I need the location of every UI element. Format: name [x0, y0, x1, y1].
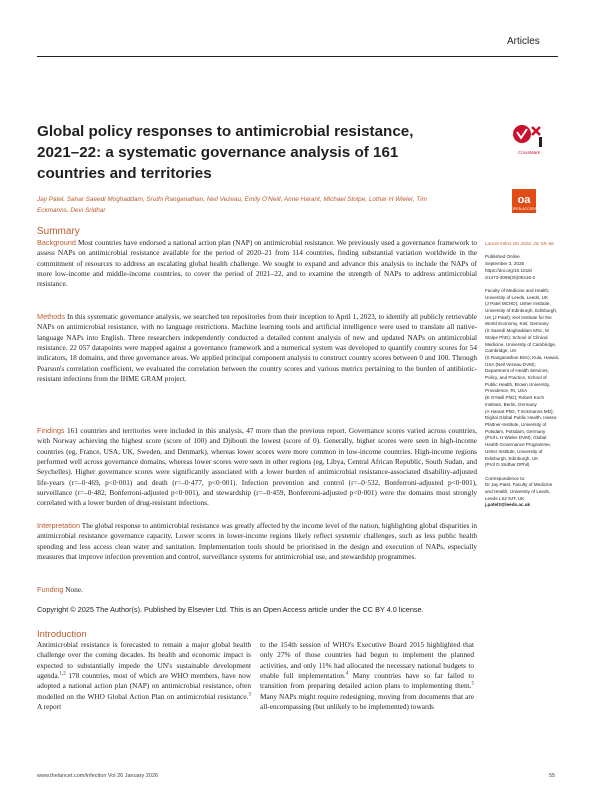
summary-heading: Summary — [37, 226, 80, 237]
background-text: Most countries have endorsed a national action plan (NAP) on antimicrobial resistance. We previously used a governance framework to assess NAPs on antimicrobial resistance available for the period of 2020–21 from 114 countries, finding substantial variation worldwide in the commitment of resources to address an escalating global health challenge. We sought to expand and advance this analysis to include the NAPs of more low-income and middle-income countries, to cover the period of 2021–22, and to examine the strength of NAPs to address antimicrobial resistance. — [37, 238, 477, 289]
footer-journal: www.thelancet.com/infection Vol 26 January 2026 — [37, 773, 159, 779]
section-label: Articles — [507, 36, 540, 47]
header-rule — [37, 56, 558, 57]
background-heading: Background — [37, 238, 76, 247]
affiliation: (Prof L H Wieler DVM); Global Health Governance Programme, Usher Institute, University of Edinburgh, Edinburgh, UK — [485, 435, 552, 461]
journal-citation: Lancet Infect Dis 2026; 26: 55–66 — [485, 241, 554, 246]
methods-text: In this systematic governance analysis, we searched ten repositories from their inception to April 1, 2023, to identify all publicly retrievable NAPs on antimicrobial resistance, with no language restrictions. Machine learning tools and artificial intelligence were used to translate all native-language NAPs into English. Three researchers independently conducted a detailed content analysis of new and updated NAPs on antimicrobial resistance. 22 057 datapoints were mapped against a governance framework and a numerical system was developed to quantify country scores for 54 indicators, 18 domains, and three governance areas. We applied principal component analysis to construct country scores between 0 and 100. Through Pearson's correlation coefficient, we evaluated the correlation between the country scores and various metrics pertaining to the burden of antibiotic-resistant infections from the IHME GRAM project. — [37, 312, 477, 384]
introduction-column-right: to the 154th session of WHO's Executive Board 2015 highlighted that only 27% of those countries had begun to implement the planned activities, and only 11% had allocated the necessary national budgets to enable full implementation.$^4$ Many countries have so far failed to transition from preparing detailed action plans to implementing them.$^5$ Many NAPs might require redesigning, moving from documents that are all-encompassing (but unlikely to be implemented) towards — [260, 640, 474, 712]
doi-link[interactable]: https://doi.org/10.1016/ — [485, 267, 532, 273]
affiliation: Faculty of Medicine and Health, University of Leeds, Leeds, UK — [485, 287, 550, 300]
affiliation: (S Saeedi Moghaddam MSc, M Stolpe PhD); School of Clinical Medicine, University of Cambridge, Cambridge, UK — [485, 328, 557, 354]
methods-heading: Methods — [37, 312, 65, 321]
affiliation: (J Patel MCHD); Usher Institute, University of Edinburgh, Edinburgh, UK (J Patel); Kiel Institute for the World Economy, Kiel, Germany — [485, 301, 558, 327]
findings-heading: Findings — [37, 426, 65, 435]
affiliation: (S Ranganathan BSc); Kula, Hawaii, USA (Neil Vezeau DVM); Department of Health Services, Policy, and Practice, School of Public Health, Brown University, Providence, RI, USA — [485, 354, 560, 394]
interpretation-text: The global response to antimicrobial resistance was greatly affected by the income level of the nation, highlighting global disparities in antimicrobial resistance governance capacity. Lower scores in lower-income regions likely reflect systemic challenges, such as less public health spending and less access clean water and sanitation. Implementation tools should be prioritised in the design and execution of NAPs, especially measures that improve infection prevention and control, surveillance systems for antimicrobial use, and stewardship programmes. — [37, 521, 477, 562]
correspondence-address: Dr Jay Patel, Faculty of Medicine and Health, University of Leeds, Leeds LS2 9JT, UK — [485, 482, 553, 501]
affiliation: (Prof D Sridhar DPhil) — [485, 462, 530, 468]
article-sidebar: Lancet Infect Dis 2026; 26: 55–66 Published Online September 3, 2025 https://doi.org/10.1016/ S1473-3099(25)00416-2 Faculty of Medicine and Health, University of Leeds, Leeds, UK (J Patel MCHD); Usher Institute, University of Edinburgh, Edinburgh, UK (J Patel); Kiel Institute for the World Economy, Kiel, Germany (S Saeedi Moghaddam MSc, M Stolpe PhD); School of Clinical Medicine, University of Cambridge, Cambridge, UK (S Ranganathan BSc); Kula, Hawaii, USA (Neil Vezeau DVM); Department of Health Services, Policy, and Practice, School of Public Health, Brown University, Providence, RI, USA (E O'Neill PhD); Robert Koch Institute, Berlin, Germany (A Harant PhD, T Eckmanns MD); Digital Global Public Health, Hasso-Plattner-Institute, University of Potsdam, Potsdam, Germany (Prof L H Wieler DVM); Global Health Governance Programme, Usher Institute, University of Edinburgh, Edinburgh, UK (Prof D Sridhar DPhil) Correspondence to: Dr Jay Patel, Faculty of Medicine and Health, University of Leeds, Leeds LS2 9JT, UK j.patel3@leeds.ac.uk — [485, 241, 560, 508]
affiliation: (A Harant PhD, T Eckmanns MD); Digital Global Public Health, Hasso-Plattner-Institute, University of Potsdam, Potsdam, Germany — [485, 408, 558, 434]
crossmark-circle-icon — [513, 125, 531, 143]
oa-mark: oa — [517, 194, 531, 206]
open-access-icon — [512, 189, 536, 213]
crossmark-label: CrossMark — [518, 150, 540, 155]
correspondence-email[interactable]: j.patel3@leeds.ac.uk — [485, 502, 531, 508]
funding-heading: Funding — [37, 585, 64, 594]
crossmark-badge[interactable] — [512, 121, 547, 156]
summary-funding — [37, 585, 477, 595]
introduction-column-left: Antimicrobial resistance is forecasted to remain a major global health challenge over the coming decades. Its health and economic impact is expected to substantially impede the UN's sustainable development agenda.$^{1,2}$ 178 countries, most of which are WHO members, have now adopted a national action plan (NAP) on antimicrobial resistance, often modelled on the WHO Global Action Plan on antimicrobial resistance.$^3$ A report — [37, 640, 251, 712]
findings-text: 161 countries and territories were included in this analysis, 47 more than the previous report. Governance scores varied across countries, with Norway achieving the highest score (score of 100) and Djibouti the lowest (score of 0). Generally, higher scores were seen in high-income countries (eg, France, USA, UK, Sweden, and Denmark), whereas lower scores were more common in low-income countries. High-income regions performed well across governance domains, whereas lower scores were seen in other regions (eg, Libya, Central African Republic, South Sudan, and Seychelles). Higher governance scores were significantly associated with a lower burden of antimicrobial resistance-associated disability-adjusted life-years (r=–0·469, p<0·001) and death (r=–0·477, p<0·001). Infection prevention and control (r=–0·532, Bonferroni-adjusted p<0·001), surveillance (r=–0·482, Bonferroni-adjusted p<0·001), and stewardship (r=–0·459, Bonferroni-adjusted p<0·001) were the domains most strongly correlated with a lower burden of drug-resistant infections. — [37, 426, 477, 508]
author-list: Jay Patel, Sahar Saeedi Moghaddam, Sruthi Ranganathan, Neil Vezeau, Emily O'Neill, Anne Harant, Michael Stolpe, Lothar H Wieler, Tim Eckmanns, Devi Sridhar — [37, 196, 427, 214]
copyright-notice: Copyright © 2025 The Author(s). Published by Elsevier Ltd. This is an Open Access article under the CC BY 4.0 license. — [37, 605, 424, 614]
article-title: Global policy responses to antimicrobial resistance, 2021–22: a systematic governance analysis of 161 countries and territories — [37, 123, 414, 182]
introduction-heading: Introduction — [37, 629, 87, 640]
affiliation: (E O'Neill PhD); Robert Koch Institute, Berlin, Germany — [485, 395, 545, 407]
open-access-badge[interactable] — [512, 189, 536, 213]
interpretation-heading: Interpretation — [37, 521, 80, 530]
correspondence-label: Correspondence to: — [485, 475, 526, 481]
summary-methods — [37, 312, 477, 384]
oa-label: OPEN ACCESS — [512, 207, 536, 211]
summary-findings — [37, 426, 477, 509]
summary-background — [37, 238, 477, 290]
page-number: 55 — [549, 773, 556, 779]
funding-text: None. — [65, 585, 83, 594]
summary-interpretation — [37, 521, 477, 562]
